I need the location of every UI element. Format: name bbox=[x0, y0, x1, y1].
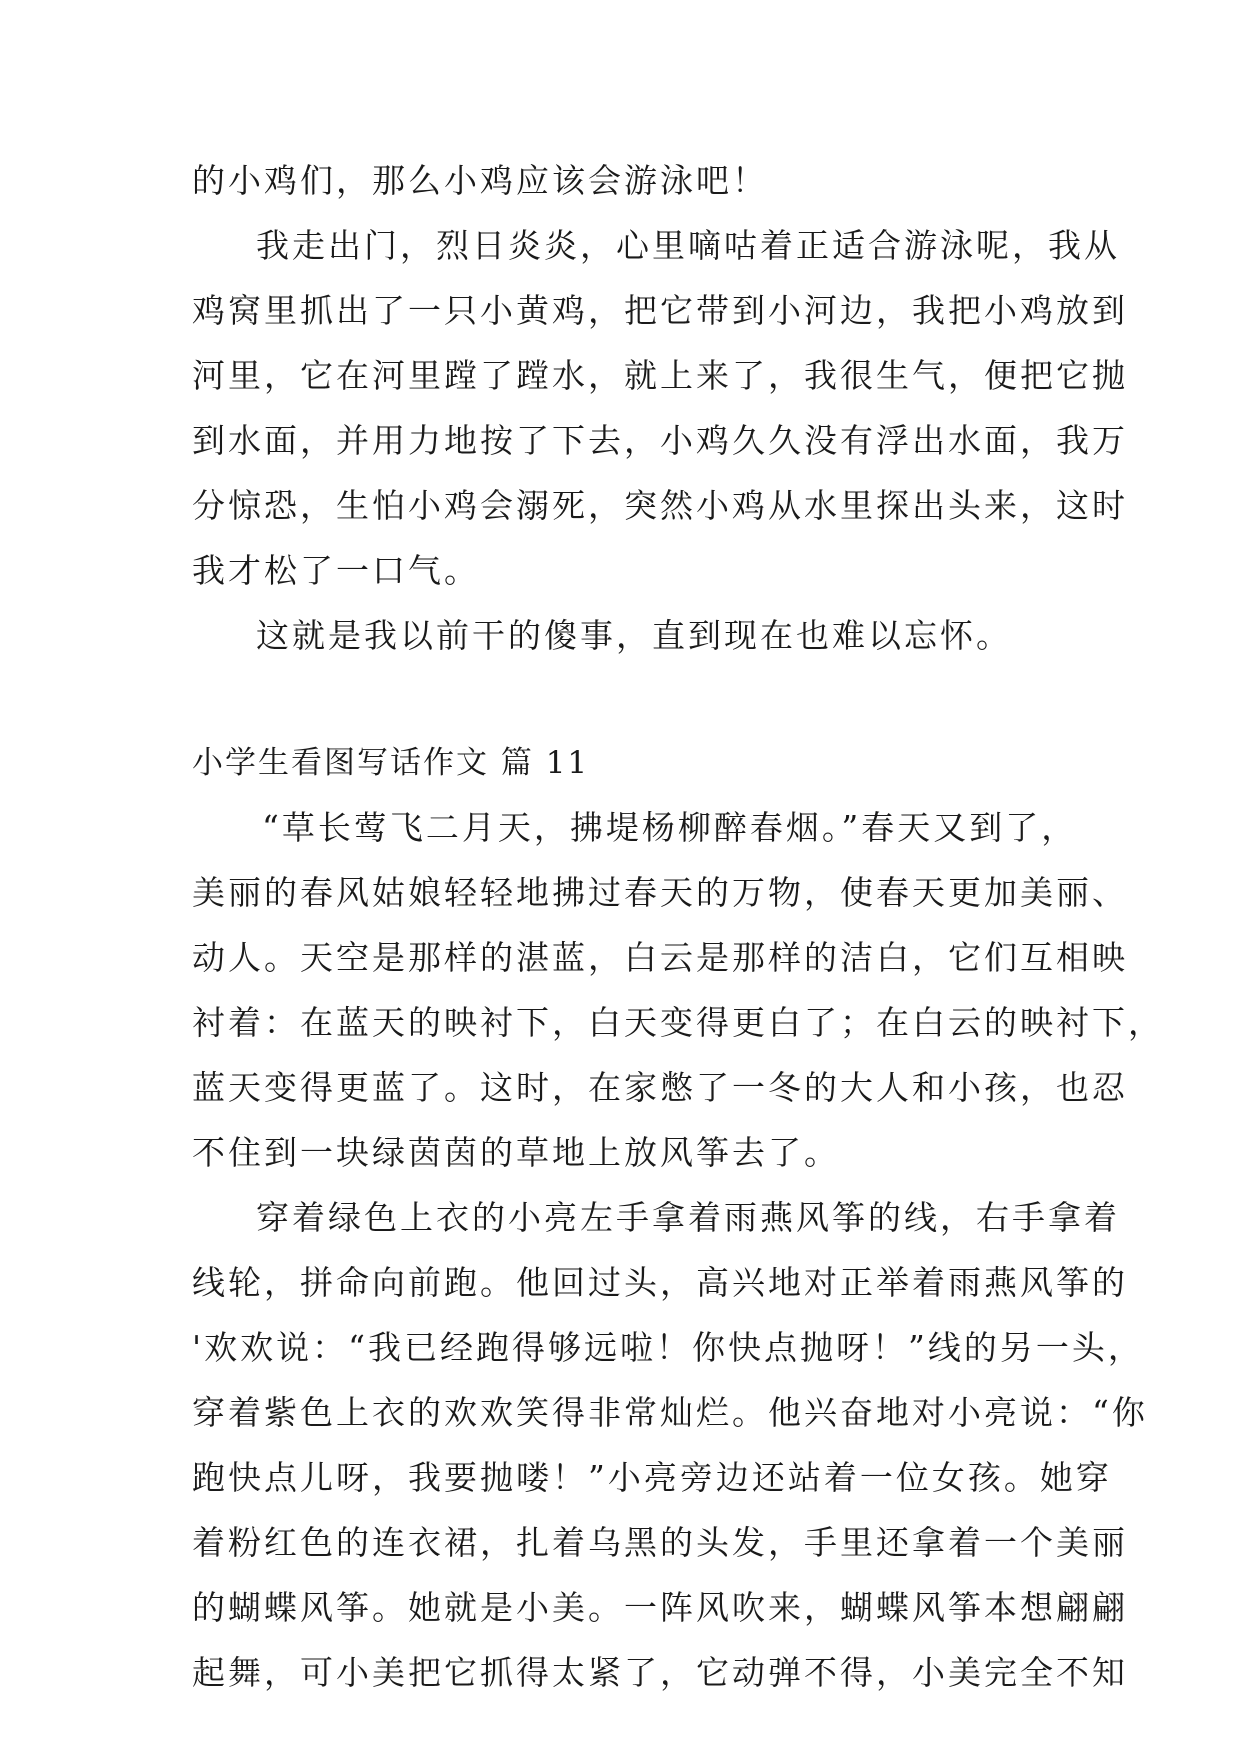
story1-para2-line-3: 河里，它在河里蹚了蹚水，就上来了，我很生气，便把它抛 bbox=[192, 356, 1128, 395]
story1-para3-line-1: 这就是我以前干的傻事，直到现在也难以忘怀。 bbox=[256, 616, 1012, 655]
story1-para2-line-6: 我才松了一口气。 bbox=[192, 551, 480, 590]
story2-para1-line-5: 蓝天变得更蓝了。这时，在家憋了一冬的大人和小孩，也忍 bbox=[192, 1068, 1128, 1107]
story2-para2-line-6: 着粉红色的连衣裙，扎着乌黑的头发，手里还拿着一个美丽 bbox=[192, 1523, 1128, 1562]
story2-para2-line-7: 的蝴蝶风筝。她就是小美。一阵风吹来，蝴蝶风筝本想翩翩 bbox=[192, 1588, 1128, 1627]
story1-line-1: 的小鸡们，那么小鸡应该会游泳吧！ bbox=[192, 161, 768, 200]
story2-para1-line-3: 动人。天空是那样的湛蓝，白云是那样的洁白，它们互相映 bbox=[192, 938, 1128, 977]
story1-para2-line-2: 鸡窝里抓出了一只小黄鸡，把它带到小河边，我把小鸡放到 bbox=[192, 291, 1128, 330]
story2-para1-line-1: “草长莺飞二月天，拂堤杨柳醉春烟。”春天又到了， bbox=[262, 808, 1078, 847]
story2-para2-line-4: 穿着紫色上衣的欢欢笑得非常灿烂。他兴奋地对小亮说：“你 bbox=[192, 1393, 1148, 1432]
story1-para2-line-5: 分惊恐，生怕小鸡会溺死，突然小鸡从水里探出头来，这时 bbox=[192, 486, 1128, 525]
story2-para1-line-6: 不住到一块绿茵茵的草地上放风筝去了。 bbox=[192, 1133, 840, 1172]
story1-para2-line-1: 我走出门，烈日炎炎，心里嘀咕着正适合游泳呢，我从 bbox=[256, 226, 1120, 265]
story2-para2-line-3: '欢欢说：“我已经跑得够远啦！你快点抛呀！”线的另一头， bbox=[192, 1328, 1144, 1367]
story2-para2-line-2: 线轮，拼命向前跑。他回过头，高兴地对正举着雨燕风筝的 bbox=[192, 1263, 1128, 1302]
story2-para2-line-5: 跑快点儿呀，我要抛喽！”小亮旁边还站着一位女孩。她穿 bbox=[192, 1458, 1112, 1497]
story2-para2-line-1: 穿着绿色上衣的小亮左手拿着雨燕风筝的线，右手拿着 bbox=[256, 1198, 1120, 1237]
story2-para2-line-8: 起舞，可小美把它抓得太紧了，它动弹不得，小美完全不知 bbox=[192, 1653, 1128, 1692]
story1-para2-line-4: 到水面，并用力地按了下去，小鸡久久没有浮出水面，我万 bbox=[192, 421, 1128, 460]
story2-para1-line-2: 美丽的春风姑娘轻轻地拂过春天的万物，使春天更加美丽、 bbox=[192, 873, 1128, 912]
section-heading: 小学生看图写话作文 篇 11 bbox=[192, 745, 590, 781]
story2-para1-line-4: 衬着：在蓝天的映衬下，白天变得更白了；在白云的映衬下， bbox=[192, 1003, 1164, 1042]
